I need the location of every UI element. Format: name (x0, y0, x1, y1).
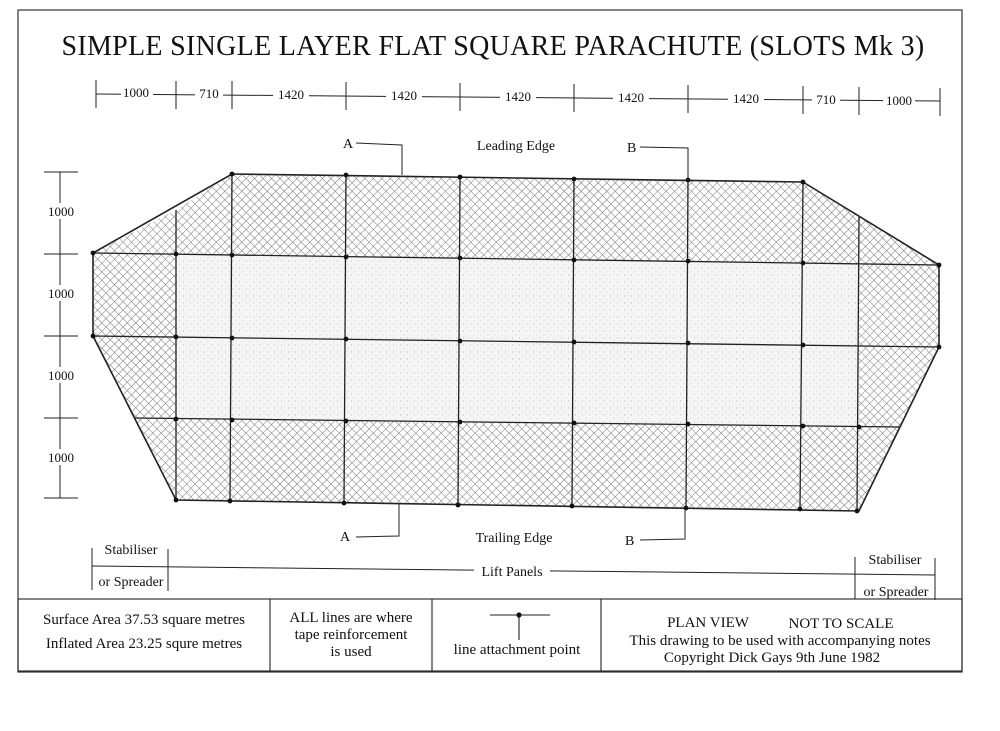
side-dim-2: 1000 (48, 286, 74, 301)
stabiliser-left-label: Stabiliser (104, 543, 158, 558)
section-a-top: A (343, 137, 354, 152)
tape-note-line2: tape reinforcement (294, 627, 408, 643)
section-b-bottom: B (625, 534, 635, 549)
side-dim-1: 1000 (48, 204, 74, 219)
spreader-right-label: or Spreader (863, 585, 929, 600)
stabiliser-right-panel (859, 216, 939, 511)
attachment-point-legend-icon (490, 612, 550, 640)
canopy (91, 172, 942, 514)
not-to-scale-label: NOT TO SCALE (788, 616, 894, 632)
leading-edge-label: Leading Edge (476, 139, 556, 154)
top-dim-9: 1000 (886, 93, 912, 108)
top-dim-7: 1420 (733, 91, 759, 106)
top-dimension-row (96, 80, 940, 116)
top-dim-3: 1420 (278, 87, 304, 102)
usage-note: This drawing to be used with accompanying notes (629, 633, 931, 649)
stabiliser-right-label: Stabiliser (868, 553, 922, 568)
section-a-bottom: A (340, 530, 351, 545)
top-dim-1: 1000 (123, 85, 149, 100)
canopy-center-panels (176, 254, 859, 427)
side-dimension-column (44, 172, 78, 498)
tape-note-line1: ALL lines are where (289, 610, 413, 626)
top-dim-5: 1420 (505, 89, 531, 104)
top-dim-4: 1420 (391, 88, 417, 103)
plan-view-label: PLAN VIEW (667, 615, 749, 631)
trailing-edge-label: Trailing Edge (475, 531, 553, 546)
copyright-note: Copyright Dick Gays 9th June 1982 (663, 650, 881, 666)
inflated-area-note: Inflated Area 23.25 squre metres (45, 636, 243, 652)
tape-note-line3: is used (330, 644, 372, 660)
top-dim-8: 710 (816, 92, 836, 107)
side-dim-3: 1000 (48, 368, 74, 383)
canopy-trailing-row (176, 419, 859, 511)
surface-area-note: Surface Area 37.53 square metres (42, 612, 246, 628)
top-dim-6: 1420 (618, 90, 644, 105)
canopy-leading-row (176, 174, 859, 264)
lift-panels-label: Lift Panels (481, 565, 543, 580)
top-dim-2: 710 (199, 86, 219, 101)
section-b-top: B (627, 141, 637, 156)
attachment-legend-label: line attachment point (453, 642, 581, 658)
spreader-left-label: or Spreader (98, 575, 164, 590)
drawing-title: SIMPLE SINGLE LAYER FLAT SQUARE PARACHUTE (SLOTS Mk 3) (61, 31, 925, 62)
side-dim-4: 1000 (48, 450, 74, 465)
